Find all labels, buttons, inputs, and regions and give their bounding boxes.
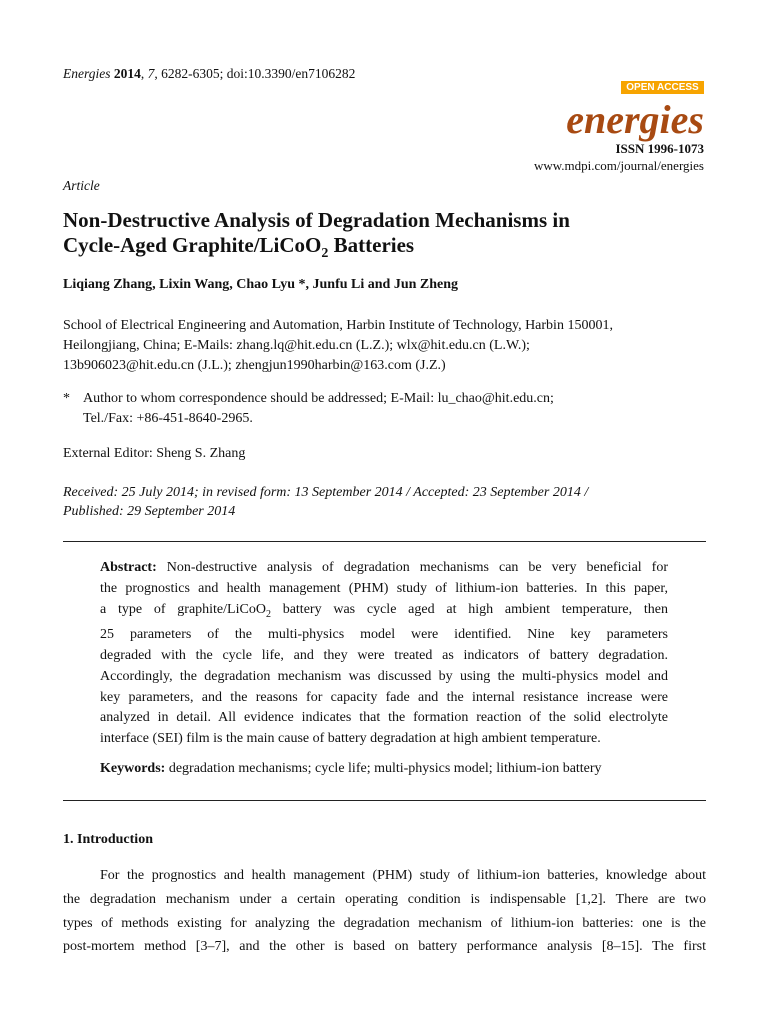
paper-title xyxy=(63,208,723,266)
affiliation-line-2: Heilongjiang, China; E-Mails: zhang.lq@hit.edu.cn (L.Z.); wlx@hit.edu.cn (L.W.); xyxy=(63,338,530,353)
citation-line: Energies 2014, 7, 6282-6305; doi:10.3390/en7106282 xyxy=(63,66,356,81)
journal-logo: energies xyxy=(566,97,704,142)
abstract-line: degraded with the cycle life, and they were treated as indicators of battery degradation. xyxy=(100,647,668,663)
correspondence-star: * xyxy=(63,391,70,406)
journal-name: Energies xyxy=(63,66,111,81)
external-editor: External Editor: Sheng S. Zhang xyxy=(63,446,246,461)
citation-rest: , 6282-6305; doi:10.3390/en7106282 xyxy=(154,66,356,81)
journal-volume: 7 xyxy=(147,66,155,81)
article-type: Article xyxy=(63,178,100,193)
keywords-label: Keywords: xyxy=(100,761,166,776)
affiliation-line-1: School of Electrical Engineering and Automation, Harbin Institute of Technology, Harbin 150001, xyxy=(63,318,613,333)
abstract-line: Abstract: Non-destructive analysis of degradation mechanisms can be very beneficial for xyxy=(100,560,668,575)
affiliation-line-3: 13b906023@hit.edu.cn (J.L.); zhengjun1990harbin@163.com (J.Z.) xyxy=(63,358,446,373)
affiliation xyxy=(63,316,613,376)
abstract-top-rule xyxy=(63,541,706,542)
abstract-line: 25 parameters of the multi-physics model were identified. Nine key parameters xyxy=(100,627,668,643)
abstract-bottom-rule xyxy=(63,800,706,801)
abstract-line: Accordingly, the degradation mechanism was discussed by using the multi-physics model and xyxy=(100,668,668,684)
section-heading-introduction: 1. Introduction xyxy=(63,832,153,847)
introduction-text xyxy=(63,864,706,959)
abstract-line: interface (SEI) film is the main cause of battery degradation at high ambient temperature. xyxy=(100,731,601,747)
publication-dates xyxy=(63,483,588,521)
issn: ISSN 1996-1073 xyxy=(615,141,704,156)
journal-url[interactable]: www.mdpi.com/journal/energies xyxy=(533,158,704,173)
dates-line-2: Published: 29 September 2014 xyxy=(63,504,236,519)
correspondence-note xyxy=(63,389,554,429)
keywords xyxy=(100,761,602,777)
body-line: types of methods existing for analyzing the degradation mechanism of lithium-ion batteries: one is the xyxy=(63,915,706,931)
journal-year: 2014 xyxy=(113,66,141,81)
abstract-line: analyzed in detail. All evidence indicates that the formation reaction of the solid electrolyte xyxy=(100,710,668,726)
body-line: For the prognostics and health management (PHM) study of lithium-ion batteries, knowledge about xyxy=(100,868,706,883)
title-line-2: Cycle-Aged Graphite/LiCoO$_2$ Batteries xyxy=(63,233,415,262)
keywords-text: degradation mechanisms; cycle life; multi-physics model; lithium-ion battery xyxy=(165,761,602,776)
body-line: post-mortem method [3–7], and the other is based on battery performance analysis [8–15]. The first xyxy=(63,939,706,955)
abstract xyxy=(100,558,668,750)
title-line-1: Non-Destructive Analysis of Degradation Mechanisms in xyxy=(63,208,570,232)
authors: Liqiang Zhang, Lixin Wang, Chao Lyu *, Junfu Li and Jun Zheng xyxy=(63,277,459,292)
body-line: the degradation mechanism under a certain operating condition is indispensable [1,2]. There are two xyxy=(63,891,706,907)
abstract-line: a type of graphite/LiCoO$_2$ battery was cycle aged at high ambient temperature, then xyxy=(100,601,668,620)
open-access-badge: OPEN ACCESS xyxy=(621,81,704,94)
correspondence-line-2: Tel./Fax: +86-451-8640-2965. xyxy=(83,411,253,426)
abstract-line: key parameters, and the reasons for capacity fade and the internal resistance increase were xyxy=(100,689,668,705)
dates-line-1: Received: 25 July 2014; in revised form: 13 September 2014 / Accepted: 23 September 2014 / xyxy=(63,485,589,500)
abstract-line: the prognostics and health management (PHM) study of lithium-ion batteries. In this paper, xyxy=(100,580,668,596)
abstract-label: Abstract: xyxy=(100,560,157,575)
correspondence-line-1: Author to whom correspondence should be addressed; E-Mail: lu_chao@hit.edu.cn; xyxy=(83,391,554,406)
